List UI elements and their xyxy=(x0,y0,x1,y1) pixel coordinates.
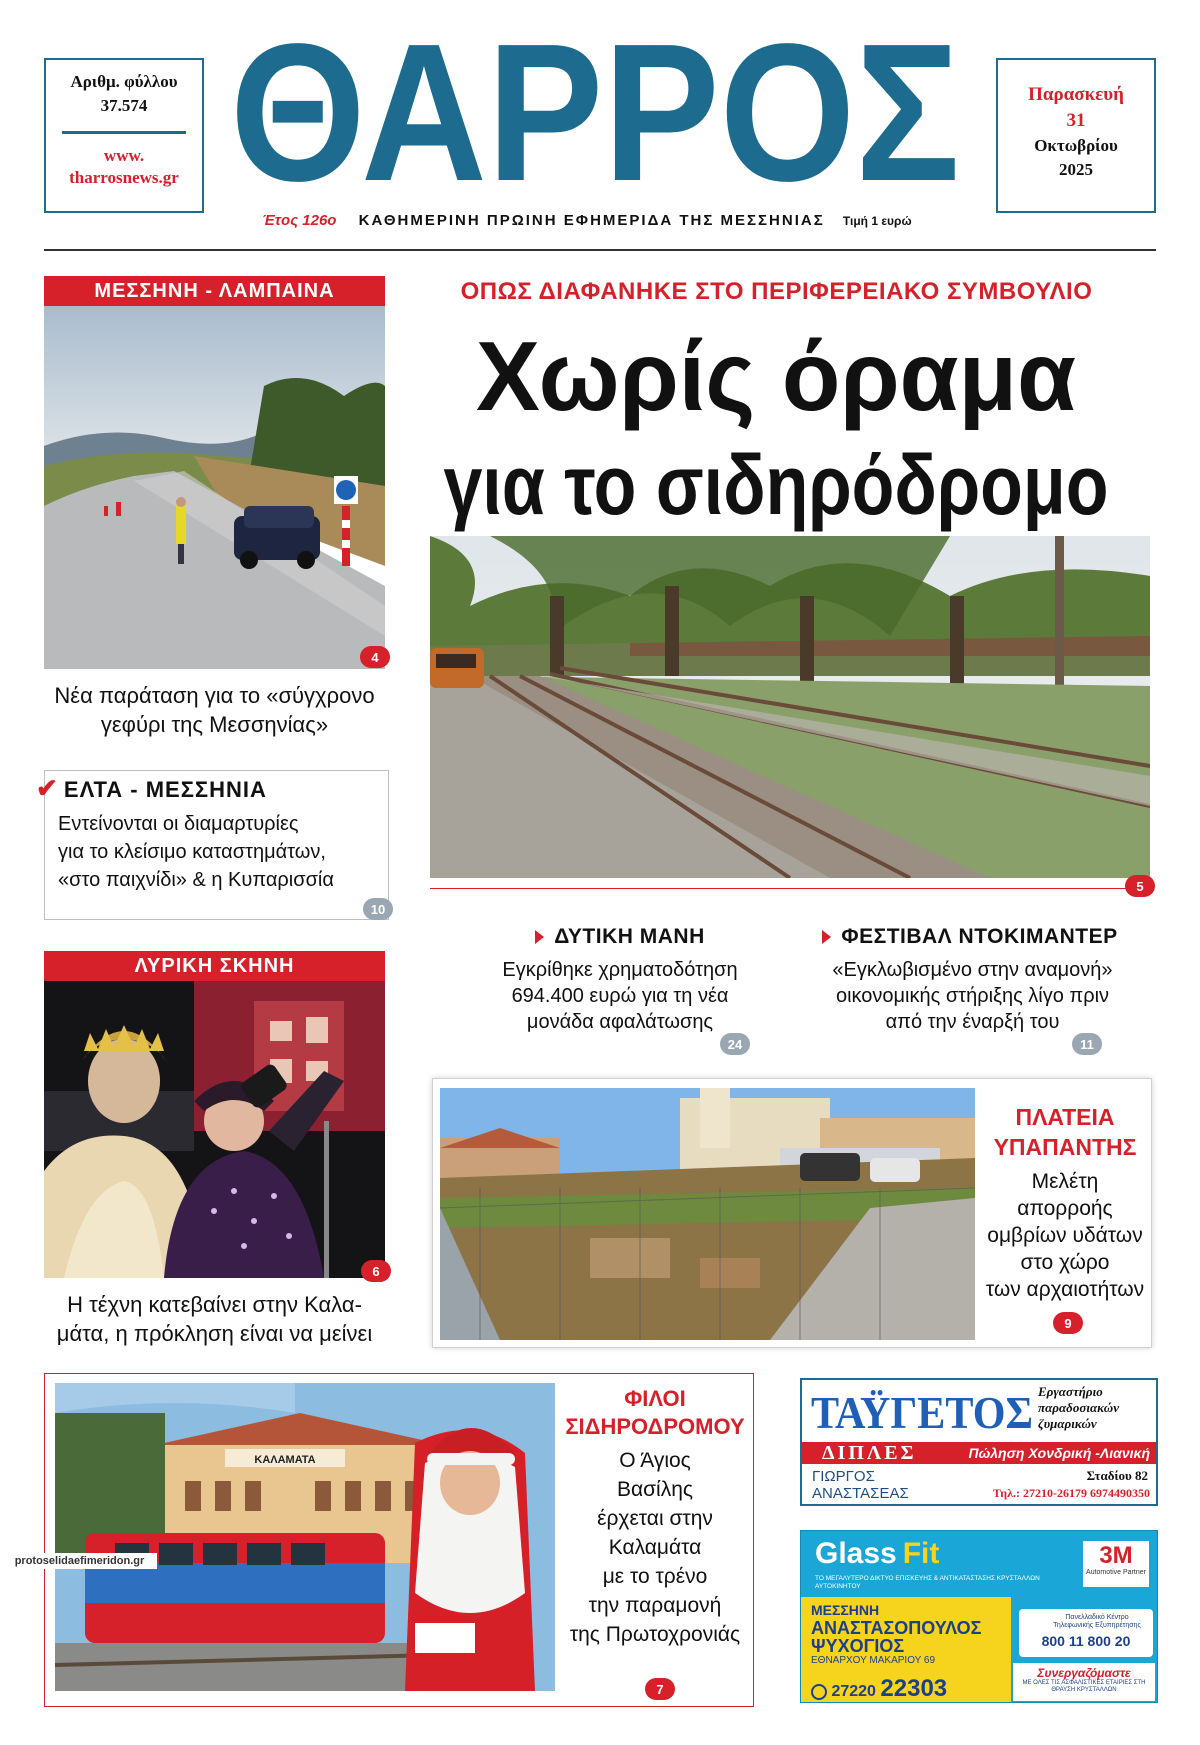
filoi-line3[interactable]: έρχεται στην xyxy=(597,1507,713,1530)
filoi-kicker xyxy=(560,1385,750,1441)
mani-kicker: ΔΥΤΙΚΗ ΜΑΝΗ xyxy=(554,925,705,948)
phone-icon xyxy=(811,1684,827,1700)
filoi-line5[interactable]: με το τρένο xyxy=(602,1565,708,1588)
headline-lyriki-line2[interactable]: μάτα, η πρόκληση είναι να μείνει xyxy=(56,1321,373,1346)
headline-lyriki xyxy=(44,1290,385,1348)
main-headline-line2: για το σιδηρόδρομο xyxy=(443,438,1109,532)
glassfit-city: ΜΕΣΣΗΝΗ xyxy=(811,1602,880,1618)
taygetos-side3: ζυμαρικών xyxy=(1038,1416,1097,1431)
station-sign-text: ΚΑΛΑΜΑΤΑ xyxy=(254,1454,316,1466)
date-day: Παρασκευή xyxy=(1028,84,1124,105)
watermark: protoselidaefimeridon.gr xyxy=(2,1553,157,1569)
date-year: 2025 xyxy=(1059,160,1093,179)
taygetos-side1: Εργαστήριο xyxy=(1038,1384,1103,1399)
issue-number: 37.574 xyxy=(100,96,148,115)
festival-kicker: ΦΕΣΤΙΒΑΛ ΝΤΟΚΙΜΑΝΤΕΡ xyxy=(841,925,1118,948)
main-photo-rule xyxy=(430,888,1150,889)
glassfit-center-label: Πανελλαδικό Κέντρο Τηλεφωνικής Εξυπηρέτησης xyxy=(1053,1614,1141,1629)
plateia-kicker-line1: ΠΛΑΤΕΙΑ xyxy=(1015,1104,1115,1130)
photo-road-works xyxy=(44,306,385,669)
arrow-icon xyxy=(535,930,544,944)
logo-3m-box xyxy=(1083,1541,1149,1587)
plateia-kicker-line2: ΥΠΑΠΑΝΤΗΣ xyxy=(993,1134,1137,1160)
kicker-lyriki-skini: ΛΥΡΙΚΗ ΣΚΗΝΗ xyxy=(44,951,385,981)
headline-lyriki-line1[interactable]: Η τέχνη κατεβαίνει στην Καλα- xyxy=(67,1292,362,1317)
mani-line1[interactable]: Εγκρίθηκε χρηματοδότηση xyxy=(502,959,738,981)
glassfit-name1: ΑΝΑΣΤΑΣΟΠΟΥΛΟΣ xyxy=(811,1618,982,1638)
headline-left-top-line1[interactable]: Νέα παράταση για το «σύγχρονο xyxy=(54,683,375,708)
page-badge-6[interactable]: 6 xyxy=(361,1260,391,1282)
website-line2[interactable]: tharrosnews.gr xyxy=(69,168,179,187)
checkmark-icon: ✔ xyxy=(36,773,58,803)
logo-3m-sub: Automotive Partner xyxy=(1086,1569,1146,1576)
page-badge-11[interactable]: 11 xyxy=(1072,1033,1102,1055)
filoi-text xyxy=(560,1446,750,1649)
glassfit-contact xyxy=(811,1601,1011,1667)
elta-text xyxy=(58,810,383,894)
masthead-price: Τιμή 1 ευρώ xyxy=(842,214,912,228)
page-badge-7[interactable]: 7 xyxy=(645,1678,675,1700)
taygetos-names xyxy=(812,1468,942,1502)
plateia-line5[interactable]: των αρχαιοτήτων xyxy=(985,1278,1145,1301)
plateia-line1[interactable]: Μελέτη xyxy=(1031,1170,1099,1193)
festival-text xyxy=(795,957,1150,1035)
mani-line3[interactable]: μονάδα αφαλάτωσης xyxy=(526,1011,714,1033)
filoi-line4[interactable]: Καλαμάτα xyxy=(608,1536,702,1559)
photo-opera-scene xyxy=(44,981,385,1278)
filoi-kicker-line2: ΣΙΔΗΡΟΔΡΟΜΟΥ xyxy=(565,1414,745,1439)
photo-archaeological-site xyxy=(440,1088,975,1340)
glassfit-phone-prefix: 27220 xyxy=(831,1683,876,1700)
glassfit-brand1: Glass xyxy=(815,1537,897,1570)
glassfit-coop-sub: ΜΕ ΟΛΕΣ ΤΙΣ ΑΣΦΑΛΙΣΤΙΚΕΣ ΕΤΑΙΡΙΕΣ ΣΤΗ ΘΡΑΥΣΗ ΚΡΥΣΤΑΛΛΩΝ xyxy=(1022,1680,1146,1693)
ad-glassfit[interactable] xyxy=(800,1530,1158,1703)
glassfit-address: ΕΘΝΑΡΧΟΥ ΜΑΚΑΡΙΟΥ 69 xyxy=(811,1655,936,1666)
website-line1[interactable]: www. xyxy=(103,146,145,165)
mani-text xyxy=(440,957,800,1035)
taygetos-brand xyxy=(806,1382,1038,1438)
filoi-line1[interactable]: Ο Άγιος xyxy=(619,1449,691,1472)
glassfit-coop xyxy=(1013,1663,1155,1701)
taygetos-name2: ΑΝΑΣΤΑΣΕΑΣ xyxy=(812,1485,909,1502)
kicker-messini-lampaina: ΜΕΣΣΗΝΗ - ΛΑΜΠΑΙΝΑ xyxy=(44,276,385,306)
page-badge-24[interactable]: 24 xyxy=(720,1033,750,1055)
taygetos-name1: ΓΙΩΡΓΟΣ xyxy=(812,1468,875,1485)
taygetos-side2: παραδοσιακών xyxy=(1038,1400,1119,1415)
filoi-line2[interactable]: Βασίλης xyxy=(616,1478,694,1501)
elta-line3[interactable]: «στο παιχνίδι» & η Κυπαρισσία xyxy=(58,869,334,891)
masthead-rule xyxy=(44,249,1156,251)
main-headline[interactable] xyxy=(420,318,1133,538)
glassfit-logo xyxy=(815,1537,939,1571)
glassfit-center-phone: 800 11 800 20 xyxy=(1041,1633,1131,1649)
masthead-title-text: ΘΑΡΡΟΣ xyxy=(230,20,960,200)
elta-kicker: ΕΛΤΑ - ΜΕΣΣΗΝΙΑ xyxy=(63,777,267,802)
taygetos-phone[interactable]: Τηλ.: 27210-26179 6974490350 xyxy=(992,1486,1150,1500)
glassfit-phone: 22303 xyxy=(880,1675,948,1702)
date-month: Οκτωβρίου xyxy=(1034,136,1118,155)
elta-kicker-row xyxy=(36,773,356,803)
taygetos-brand-text: ΤΑΫΓΕΤΟΣ xyxy=(811,1387,1033,1438)
glassfit-sub: ΤΟ ΜΕΓΑΛΥΤΕΡΟ ΔΙΚΤΥΟ ΕΠΙΣΚΕΥΗΣ & ΑΝΤΙΚΑΤΑΣΤΑΣΗΣ ΚΡΥΣΤΑΛΛΩΝ ΑΥΤΟΚΙΝΗΤΟΥ xyxy=(815,1575,1040,1590)
taygetos-side xyxy=(1038,1384,1156,1432)
festival-kicker-row xyxy=(795,925,1145,949)
plateia-kicker xyxy=(985,1102,1145,1162)
photo-train-santa xyxy=(55,1383,555,1691)
plateia-text xyxy=(980,1168,1150,1303)
main-kicker: ΟΠΩΣ ΔΙΑΦΑΝΗΚΕ ΣΤΟ ΠΕΡΙΦΕΡΕΙΑΚΟ ΣΥΜΒΟΥΛΙΟ xyxy=(460,278,1093,305)
masthead-title xyxy=(225,20,965,200)
festival-line3[interactable]: από την έναρξή του xyxy=(885,1011,1060,1033)
filoi-line6[interactable]: την παραμονή xyxy=(588,1594,722,1617)
filoi-line7[interactable]: της Πρωτοχρονιάς xyxy=(569,1623,741,1646)
glassfit-name2: ΨΥΧΟΓΙΟΣ xyxy=(811,1636,905,1656)
headline-left-top xyxy=(44,681,385,739)
logo-3m: 3M xyxy=(1099,1542,1133,1569)
taygetos-band xyxy=(802,1442,1156,1464)
photo-railway-tracks xyxy=(430,536,1150,878)
taygetos-band-right: Πώληση Χονδρική -Λιανική xyxy=(968,1445,1150,1461)
ad-taygetos[interactable] xyxy=(800,1378,1158,1506)
taygetos-address: Σταδίου 82 xyxy=(1086,1468,1148,1483)
issue-divider xyxy=(62,131,186,134)
masthead-tagline: ΚΑΘΗΜΕΡΙΝΗ ΠΡΩΙΝΗ ΕΦΗΜΕΡΙΔΑ ΤΗΣ ΜΕΣΣΗΝΙΑΣ xyxy=(358,212,825,229)
issue-box xyxy=(44,58,204,213)
masthead-year: Έτος 126ο xyxy=(262,212,337,229)
glassfit-phone-row[interactable] xyxy=(811,1675,947,1703)
elta-line2[interactable]: για το κλείσιμο καταστημάτων, xyxy=(58,841,326,863)
taygetos-band-left: ΔΙΠΛΕΣ xyxy=(822,1442,917,1464)
mani-kicker-row xyxy=(450,925,790,949)
masthead-subline xyxy=(262,212,962,232)
page-badge-10[interactable]: 10 xyxy=(363,898,393,920)
filoi-kicker-line1: ΦΙΛΟΙ xyxy=(624,1386,686,1411)
glassfit-brand2: Fit xyxy=(902,1537,940,1570)
issue-label: Αριθμ. φύλλου xyxy=(70,72,178,91)
arrow-icon xyxy=(822,930,831,944)
plateia-line3[interactable]: ομβρίων υδάτων xyxy=(987,1224,1143,1247)
page-badge-4[interactable]: 4 xyxy=(360,646,390,668)
glassfit-coop-title: Συνεργαζόμαστε xyxy=(1037,1666,1131,1680)
mani-line2[interactable]: 694.400 ευρώ για τη νέα xyxy=(511,985,729,1007)
festival-line2[interactable]: οικονομικής στήριξης λίγο πριν xyxy=(835,985,1110,1007)
page-badge-5[interactable]: 5 xyxy=(1125,875,1155,897)
date-box xyxy=(996,58,1156,213)
date-number: 31 xyxy=(1066,110,1086,131)
page-badge-9[interactable]: 9 xyxy=(1053,1312,1083,1334)
festival-line1[interactable]: «Εγκλωβισμένο στην αναμονή» xyxy=(832,959,1113,981)
plateia-line4[interactable]: στο χώρο xyxy=(1020,1251,1110,1274)
plateia-line2[interactable]: απορροής xyxy=(1017,1197,1113,1220)
headline-left-top-line2[interactable]: γεφύρι της Μεσσηνίας» xyxy=(100,712,329,737)
main-headline-line1: Χωρίς όραμα xyxy=(476,321,1076,431)
glassfit-center[interactable] xyxy=(1019,1609,1153,1657)
elta-line1[interactable]: Εντείνονται οι διαμαρτυρίες xyxy=(58,813,299,835)
